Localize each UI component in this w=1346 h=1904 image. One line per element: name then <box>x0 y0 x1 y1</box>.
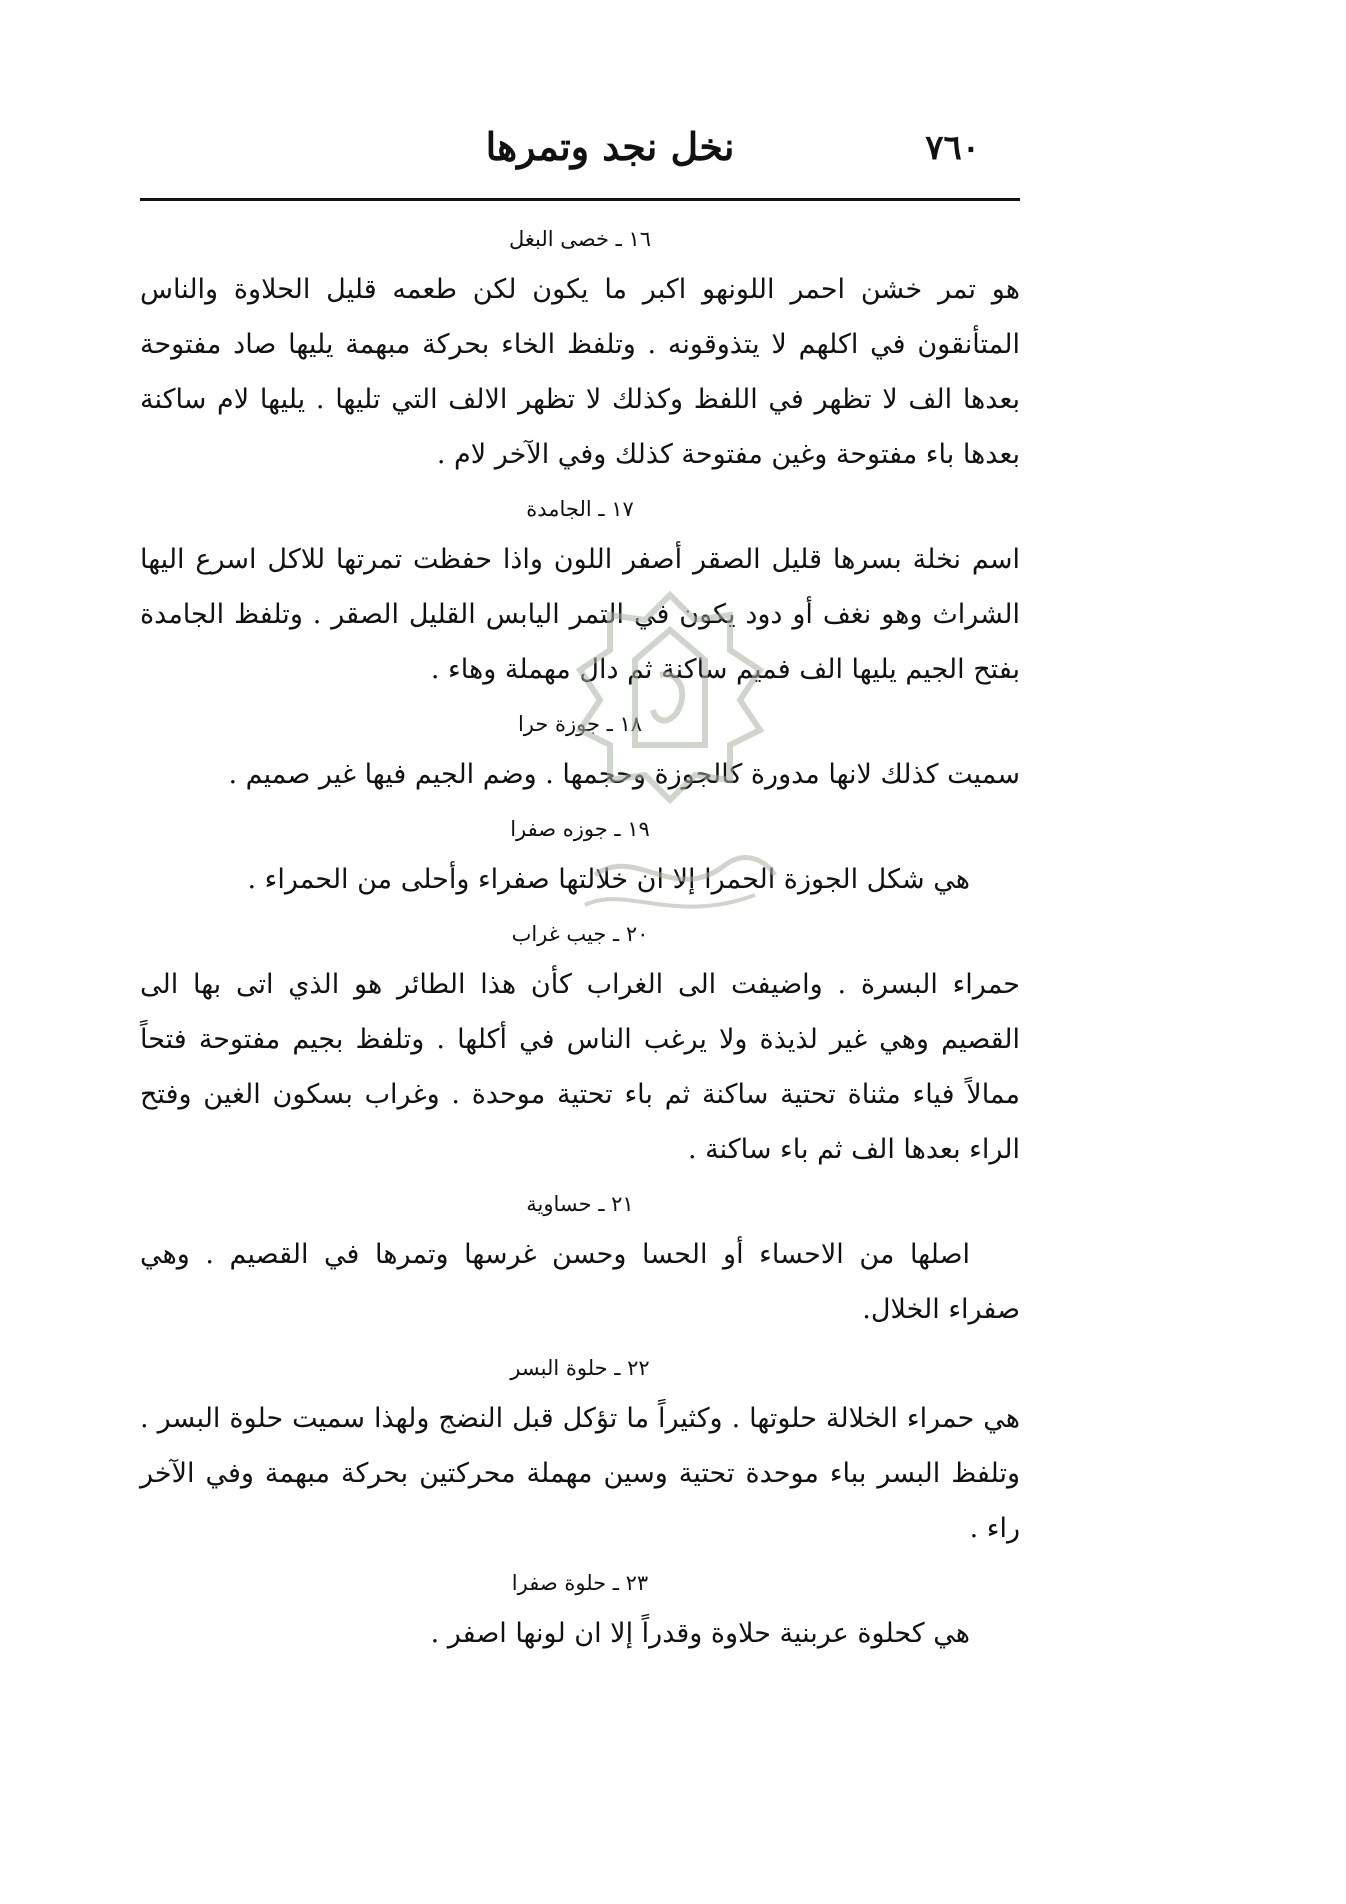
entry-title: ١٦ ـ خصى البغل <box>508 227 652 251</box>
entry-21 <box>140 1187 1020 1337</box>
entry-text: اسم نخلة بسرها قليل الصقر أصفر اللون واذا حفظت تمرتها للاكل اسرع اليها الشراث وهو نغف أو دود يكون في التمر اليابس القليل الصقر . وتلفظ الجامدة بفتح الجيم يليها الف فميم ساكنة ثم دال مهملة وهاء . <box>140 544 1020 685</box>
page-body <box>140 222 1020 1671</box>
entry-16 <box>140 222 1020 482</box>
entry-title: ٢٣ ـ حلوة صفرا <box>511 1571 649 1595</box>
entry-title: ١٨ ـ جوزة حرا <box>517 712 643 736</box>
entry-text: سميت كذلك لانها مدورة كالجوزة وحجمها . وضم الجيم فيها غير صميم . <box>228 759 1020 790</box>
entry-title: ٢١ ـ حساوية <box>526 1192 634 1216</box>
entry-text: هي شكل الجوزة الحمرا إلا ان خلالتها صفراء وأحلى من الحمراء . <box>247 864 970 895</box>
entry-17 <box>140 492 1020 697</box>
entry-19 <box>140 812 1020 907</box>
entry-text: هي كحلوة عربنية حلاوة وقدراً إلا ان لونها اصفر . <box>430 1618 970 1649</box>
entry-23 <box>140 1566 1020 1661</box>
entry-20 <box>140 917 1020 1177</box>
running-title: نخل نجد وتمرها <box>485 124 735 169</box>
entry-text: هي حمراء الخلالة حلوتها . وكثيراً ما تؤكل قبل النضج ولهذا سميت حلوة البسر . وتلفظ البسر بباء موحدة تحتية وسين مهملة محركتين بحركة مبهمة وفي الآخر راء . <box>140 1403 1020 1544</box>
entry-text: هو تمر خشن احمر اللونهو اكبر ما يكون لكن طعمه قليل الحلاوة والناس المتأنقون في اكلهم لا يتذوقونه . وتلفظ الخاء بحركة مبهمة يليها صاد مفتوحة بعدها الف لا تظهر في اللفظ وكذلك لا تظهر الالف التي تليها . يليها لام ساكنة بعدها باء مفتوحة وغين مفتوحة كذلك وفي الآخر لام . <box>140 274 1020 470</box>
header-rule <box>140 198 1020 201</box>
entry-22 <box>140 1351 1020 1556</box>
entry-text: اصلها من الاحساء أو الحسا وحسن غرسها وتمرها في القصيم . وهي صفراء الخلال. <box>140 1239 1020 1325</box>
entry-title: ١٧ ـ الجامدة <box>526 497 634 521</box>
entry-title: ٢٢ ـ حلوة البسر <box>510 1356 650 1380</box>
entry-text: حمراء البسرة . واضيفت الى الغراب كأن هذا الطائر هو الذي اتى بها الى القصيم وهي غير لذيذة ولا يرغب الناس في أكلها . وتلفظ بجيم مفتوحة فتحاً ممالاً فياء مثناة تحتية ساكنة ثم باء تحتية موحدة . وغراب بسكون الغين وفتح الراء بعدها الف ثم باء ساكنة . <box>140 969 1020 1165</box>
page-header <box>140 118 1020 188</box>
entry-title: ٢٠ ـ جيب غراب <box>511 922 649 946</box>
page-number: ٧٦٠ <box>925 128 980 168</box>
entry-title: ١٩ ـ جوزه صفرا <box>510 817 650 841</box>
entry-18 <box>140 707 1020 802</box>
